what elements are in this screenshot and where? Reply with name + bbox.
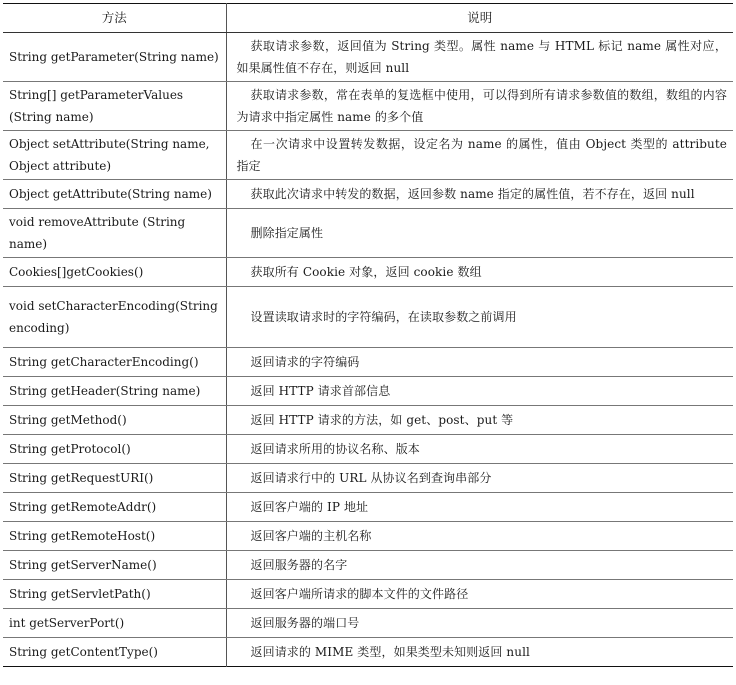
method-cell: String getRemoteHost() <box>3 522 226 551</box>
table-row <box>3 348 733 377</box>
table-row <box>3 609 733 638</box>
description-cell: 返回 HTTP 请求首部信息 <box>226 377 733 406</box>
description-cell: 返回服务器的端口号 <box>226 609 733 638</box>
table-row <box>3 287 733 348</box>
method-cell: String getHeader(String name) <box>3 377 226 406</box>
method-cell: String getMethod() <box>3 406 226 435</box>
method-cell: String getRequestURI() <box>3 464 226 493</box>
description-cell: 返回客户端所请求的脚本文件的文件路径 <box>226 580 733 609</box>
method-cell: String getParameter(String name) <box>3 33 226 82</box>
description-cell: 返回客户端的主机名称 <box>226 522 733 551</box>
header-method: 方法 <box>3 4 226 33</box>
description-cell: 在一次请求中设置转发数据，设定名为 name 的属性，值由 Object 类型的 attribute 指定 <box>226 131 733 180</box>
description-cell: 返回请求所用的协议名称、版本 <box>226 435 733 464</box>
table-row <box>3 464 733 493</box>
table-row <box>3 493 733 522</box>
header-description: 说明 <box>226 4 733 33</box>
table-row <box>3 131 733 180</box>
table-row <box>3 82 733 131</box>
description-cell: 返回客户端的 IP 地址 <box>226 493 733 522</box>
method-cell: Object setAttribute(String name, Object attribute) <box>3 131 226 180</box>
description-cell: 删除指定属性 <box>226 209 733 258</box>
description-cell: 获取所有 Cookie 对象，返回 cookie 数组 <box>226 258 733 287</box>
method-cell: void setCharacterEncoding(String encoding) <box>3 287 226 348</box>
table-row <box>3 209 733 258</box>
description-cell: 设置读取请求时的字符编码，在读取参数之前调用 <box>226 287 733 348</box>
method-cell: Object getAttribute(String name) <box>3 180 226 209</box>
table-row <box>3 580 733 609</box>
method-cell: String getServerName() <box>3 551 226 580</box>
table-row <box>3 638 733 667</box>
description-cell: 获取请求参数，常在表单的复选框中使用，可以得到所有请求参数值的数组，数组的内容为请求中指定属性 name 的多个值 <box>226 82 733 131</box>
header-row <box>3 4 733 33</box>
method-cell: void removeAttribute (String name) <box>3 209 226 258</box>
method-cell: String[] getParameterValues (String name) <box>3 82 226 131</box>
method-cell: String getProtocol() <box>3 435 226 464</box>
description-cell: 获取此次请求中转发的数据，返回参数 name 指定的属性值，若不存在，返回 null <box>226 180 733 209</box>
method-cell: String getServletPath() <box>3 580 226 609</box>
table-row <box>3 258 733 287</box>
description-cell: 返回请求的 MIME 类型，如果类型未知则返回 null <box>226 638 733 667</box>
description-cell: 返回请求的字符编码 <box>226 348 733 377</box>
table-row <box>3 522 733 551</box>
method-table <box>3 3 733 667</box>
method-cell: String getContentType() <box>9 645 158 659</box>
table-row <box>3 406 733 435</box>
table-row <box>3 33 733 82</box>
method-cell: String getCharacterEncoding() <box>3 348 226 377</box>
table-row <box>3 435 733 464</box>
description-cell: 返回请求行中的 URL 从协议名到查询串部分 <box>226 464 733 493</box>
description-cell: 返回服务器的名字 <box>226 551 733 580</box>
table-row <box>3 180 733 209</box>
table-row <box>3 377 733 406</box>
description-cell: 返回 HTTP 请求的方法，如 get、post、put 等 <box>226 406 733 435</box>
method-cell: Cookies[]getCookies() <box>3 258 226 287</box>
method-cell: String getRemoteAddr() <box>3 493 226 522</box>
description-cell: 获取请求参数，返回值为 String 类型。属性 name 与 HTML 标记 name 属性对应，如果属性值不存在，则返回 null <box>226 33 733 82</box>
method-cell: int getServerPort() <box>3 609 226 638</box>
table-row <box>3 551 733 580</box>
